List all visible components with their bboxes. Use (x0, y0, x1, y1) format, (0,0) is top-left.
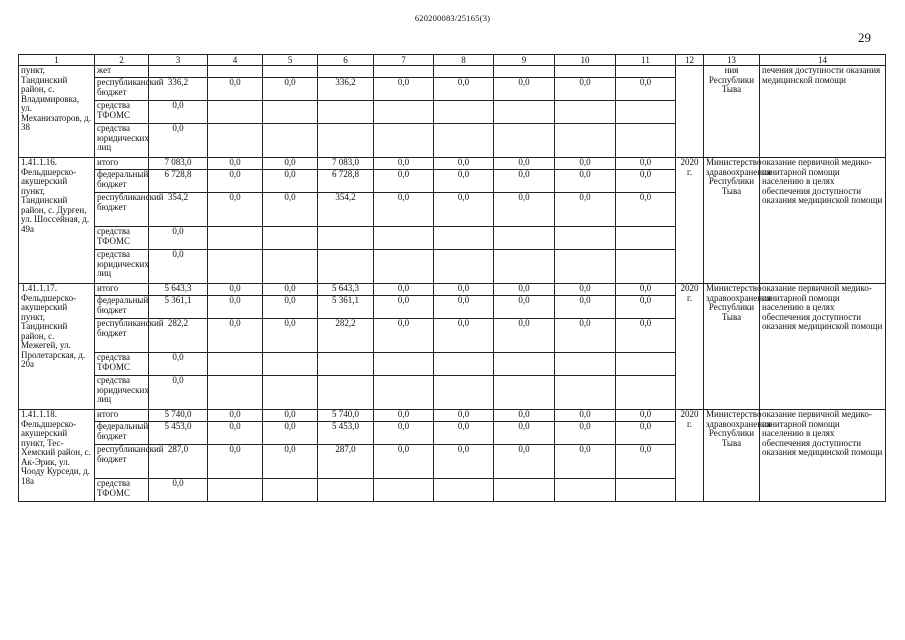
amount-cell: 0,0 (208, 422, 263, 445)
amount-cell: 0,0 (374, 170, 434, 193)
amount-cell: 0,0 (434, 319, 494, 353)
funding-source: средства юридических лиц (95, 250, 149, 284)
amount-cell: 0,0 (374, 78, 434, 101)
funding-source: республиканский бюджет (95, 445, 149, 479)
amount-cell (318, 479, 374, 502)
amount-cell: 0,0 (434, 170, 494, 193)
amount-cell: 336,2 (149, 78, 208, 101)
amount-cell: 0,0 (616, 78, 676, 101)
amount-cell: 0,0 (149, 376, 208, 410)
amount-cell: 0,0 (374, 193, 434, 227)
amount-cell: 0,0 (434, 78, 494, 101)
amount-cell (374, 250, 434, 284)
amount-cell: 0,0 (555, 410, 616, 422)
amount-cell: 0,0 (555, 422, 616, 445)
amount-cell (318, 101, 374, 124)
amount-cell: 0,0 (374, 296, 434, 319)
object-description: Фельдшерско-акушерский пункт, Тандинский район, с. Дурген, ул. Шоссейная, д. 49а (21, 166, 90, 234)
amount-cell (555, 250, 616, 284)
amount-cell: 0,0 (208, 319, 263, 353)
amount-cell: 0,0 (434, 193, 494, 227)
amount-cell: 0,0 (149, 479, 208, 502)
amount-cell (616, 124, 676, 158)
object-description: пункт, Тандинский район, с. Владимировка, ул. Механизаторов, д. 38 (21, 65, 91, 132)
amount-cell: 0,0 (374, 319, 434, 353)
amount-cell (318, 124, 374, 158)
amount-cell: 0,0 (149, 124, 208, 158)
amount-cell: 7 083,0 (149, 158, 208, 170)
amount-cell: 0,0 (208, 296, 263, 319)
amount-cell: 0,0 (263, 319, 318, 353)
amount-cell: 0,0 (149, 250, 208, 284)
column-header: 1 (19, 55, 95, 66)
amount-cell: 0,0 (434, 158, 494, 170)
amount-cell: 0,0 (494, 445, 555, 479)
amount-cell: 0,0 (616, 158, 676, 170)
amount-cell: 0,0 (374, 445, 434, 479)
funding-source: средства ТФОМС (95, 479, 149, 502)
amount-cell: 6 728,8 (318, 170, 374, 193)
amount-cell (208, 376, 263, 410)
amount-cell (318, 353, 374, 376)
amount-cell (208, 227, 263, 250)
amount-cell: 0,0 (374, 422, 434, 445)
column-header: 2 (95, 55, 149, 66)
amount-cell (555, 101, 616, 124)
amount-cell: 5 361,1 (318, 296, 374, 319)
amount-cell (208, 124, 263, 158)
amount-cell: 354,2 (149, 193, 208, 227)
amount-cell (616, 353, 676, 376)
amount-cell (616, 101, 676, 124)
amount-cell (616, 376, 676, 410)
amount-cell: 0,0 (494, 296, 555, 319)
amount-cell: 0,0 (263, 284, 318, 296)
funding-source: средства ТФОМС (95, 101, 149, 124)
column-header: 7 (374, 55, 434, 66)
amount-cell (208, 66, 263, 78)
amount-cell (374, 124, 434, 158)
amount-cell (374, 101, 434, 124)
column-header: 5 (263, 55, 318, 66)
funding-source: республиканский бюджет (95, 319, 149, 353)
amount-cell: 0,0 (208, 170, 263, 193)
amount-cell: 6 728,8 (149, 170, 208, 193)
column-header: 10 (555, 55, 616, 66)
amount-cell (374, 479, 434, 502)
amount-cell (318, 227, 374, 250)
amount-cell: 0,0 (149, 353, 208, 376)
object-cell (19, 410, 95, 502)
amount-cell (208, 101, 263, 124)
amount-cell (555, 66, 616, 78)
amount-cell (434, 250, 494, 284)
amount-cell: 0,0 (616, 422, 676, 445)
amount-cell (208, 250, 263, 284)
amount-cell (494, 376, 555, 410)
amount-cell (263, 353, 318, 376)
amount-cell: 0,0 (494, 319, 555, 353)
column-header: 14 (760, 55, 886, 66)
amount-cell (263, 376, 318, 410)
funding-source: жет (95, 66, 149, 78)
year-cell: 2020 г. (676, 284, 704, 410)
amount-cell (374, 376, 434, 410)
amount-cell: 0,0 (494, 422, 555, 445)
amount-cell (434, 66, 494, 78)
amount-cell: 0,0 (434, 410, 494, 422)
object-cell (19, 284, 95, 410)
object-cell (19, 66, 95, 158)
object-id: 1.41.1.17. (21, 283, 57, 293)
amount-cell (434, 353, 494, 376)
amount-cell (208, 353, 263, 376)
table-row (19, 284, 886, 296)
column-number-row (19, 55, 886, 66)
amount-cell: 7 083,0 (318, 158, 374, 170)
amount-cell: 0,0 (208, 193, 263, 227)
amount-cell (616, 66, 676, 78)
amount-cell: 0,0 (149, 227, 208, 250)
amount-cell: 0,0 (555, 319, 616, 353)
column-header: 9 (494, 55, 555, 66)
funding-source: федеральный бюджет (95, 170, 149, 193)
amount-cell (374, 66, 434, 78)
table-row (19, 410, 886, 422)
amount-cell (434, 101, 494, 124)
amount-cell: 5 643,3 (149, 284, 208, 296)
amount-cell: 5 453,0 (318, 422, 374, 445)
amount-cell: 0,0 (434, 422, 494, 445)
amount-cell (434, 124, 494, 158)
amount-cell: 5 740,0 (149, 410, 208, 422)
amount-cell (263, 227, 318, 250)
year-cell (676, 66, 704, 158)
amount-cell: 0,0 (616, 296, 676, 319)
amount-cell (616, 250, 676, 284)
column-header: 6 (318, 55, 374, 66)
amount-cell: 287,0 (149, 445, 208, 479)
column-header: 13 (704, 55, 760, 66)
amount-cell: 0,0 (494, 193, 555, 227)
amount-cell: 0,0 (263, 410, 318, 422)
amount-cell: 287,0 (318, 445, 374, 479)
purpose-cell: оказание первичной медико-санитарной помощи населению в целях обеспечения доступности оказания медицинской помощи (760, 158, 886, 284)
amount-cell: 0,0 (263, 158, 318, 170)
amount-cell (494, 227, 555, 250)
amount-cell (494, 479, 555, 502)
budget-table (18, 54, 886, 502)
amount-cell: 0,0 (555, 445, 616, 479)
object-description: Фельдшерско-акушерский пункт, Тес-Хемский район, с. Ак-Эрик, ул. Чооду Курседи, д. 18а (21, 418, 91, 486)
amount-cell: 0,0 (263, 445, 318, 479)
object-id: 1.41.1.18. (21, 409, 57, 419)
amount-cell: 0,0 (263, 296, 318, 319)
purpose-cell: оказание первичной медико-санитарной помощи населению в целях обеспечения доступности оказания медицинской помощи (760, 410, 886, 502)
amount-cell (263, 250, 318, 284)
funding-source: федеральный бюджет (95, 422, 149, 445)
amount-cell (494, 250, 555, 284)
object-id: 1.41.1.16. (21, 157, 57, 167)
amount-cell: 0,0 (555, 158, 616, 170)
amount-cell: 0,0 (555, 170, 616, 193)
column-header: 8 (434, 55, 494, 66)
amount-cell: 0,0 (208, 158, 263, 170)
amount-cell: 5 361,1 (149, 296, 208, 319)
amount-cell: 5 740,0 (318, 410, 374, 422)
column-header: 11 (616, 55, 676, 66)
amount-cell (555, 124, 616, 158)
amount-cell: 0,0 (208, 78, 263, 101)
amount-cell: 0,0 (434, 445, 494, 479)
amount-cell: 0,0 (149, 101, 208, 124)
amount-cell (434, 376, 494, 410)
funding-source: средства ТФОМС (95, 353, 149, 376)
amount-cell: 0,0 (434, 284, 494, 296)
amount-cell (318, 66, 374, 78)
amount-cell: 336,2 (318, 78, 374, 101)
year-cell: 2020 г. (676, 158, 704, 284)
amount-cell: 0,0 (555, 296, 616, 319)
amount-cell (555, 376, 616, 410)
amount-cell (494, 66, 555, 78)
amount-cell (374, 227, 434, 250)
funding-source: федеральный бюджет (95, 296, 149, 319)
page-number: 29 (858, 30, 871, 45)
amount-cell: 282,2 (318, 319, 374, 353)
column-header: 12 (676, 55, 704, 66)
amount-cell (318, 376, 374, 410)
document-id: 620200083/25165(3) (414, 13, 491, 23)
amount-cell: 0,0 (208, 284, 263, 296)
amount-cell: 0,0 (208, 445, 263, 479)
purpose-cell: печения доступности оказания медицинской помощи (760, 66, 886, 158)
amount-cell: 0,0 (616, 319, 676, 353)
amount-cell (434, 227, 494, 250)
table-row (19, 66, 886, 78)
amount-cell: 0,0 (263, 422, 318, 445)
purpose-cell: оказание первичной медико-санитарной помощи населению в целях обеспечения доступности оказания медицинской помощи (760, 284, 886, 410)
amount-cell: 0,0 (494, 158, 555, 170)
object-cell (19, 158, 95, 284)
amount-cell (555, 353, 616, 376)
executor-cell: ния Республики Тыва (704, 66, 760, 158)
funding-source: итого (95, 284, 149, 296)
amount-cell: 0,0 (616, 284, 676, 296)
funding-source: итого (95, 158, 149, 170)
amount-cell: 5 453,0 (149, 422, 208, 445)
funding-source: республиканский бюджет (95, 78, 149, 101)
amount-cell: 0,0 (494, 170, 555, 193)
amount-cell: 0,0 (208, 410, 263, 422)
amount-cell: 282,2 (149, 319, 208, 353)
column-header: 4 (208, 55, 263, 66)
amount-cell: 0,0 (555, 78, 616, 101)
amount-cell (616, 479, 676, 502)
amount-cell: 0,0 (494, 410, 555, 422)
amount-cell: 354,2 (318, 193, 374, 227)
amount-cell (616, 227, 676, 250)
table-row (19, 158, 886, 170)
executor-cell: Министерство здравоохранения Республики Тыва (704, 284, 760, 410)
amount-cell (149, 66, 208, 78)
amount-cell: 0,0 (263, 193, 318, 227)
amount-cell: 0,0 (263, 170, 318, 193)
amount-cell (263, 101, 318, 124)
amount-cell: 0,0 (374, 158, 434, 170)
amount-cell (263, 479, 318, 502)
amount-cell: 0,0 (555, 193, 616, 227)
amount-cell (494, 353, 555, 376)
amount-cell (263, 66, 318, 78)
object-description: Фельдшерско-акушерский пункт, Тандинский район, с. Межегей, ул. Пролетарская, д. 20а (21, 292, 86, 369)
amount-cell: 0,0 (374, 410, 434, 422)
funding-source: республиканский бюджет (95, 193, 149, 227)
amount-cell (374, 353, 434, 376)
funding-source: средства юридических лиц (95, 124, 149, 158)
funding-source: средства ТФОМС (95, 227, 149, 250)
executor-cell: Министерство здравоохранения Республики Тыва (704, 410, 760, 502)
amount-cell (318, 250, 374, 284)
amount-cell: 0,0 (555, 284, 616, 296)
year-cell: 2020 г. (676, 410, 704, 502)
amount-cell: 0,0 (434, 296, 494, 319)
amount-cell (208, 479, 263, 502)
amount-cell: 0,0 (263, 78, 318, 101)
amount-cell: 0,0 (494, 78, 555, 101)
amount-cell: 0,0 (616, 170, 676, 193)
amount-cell: 5 643,3 (318, 284, 374, 296)
amount-cell (434, 479, 494, 502)
funding-source: средства юридических лиц (95, 376, 149, 410)
amount-cell: 0,0 (616, 193, 676, 227)
executor-cell: Министерство здравоохранения Республики Тыва (704, 158, 760, 284)
column-header: 3 (149, 55, 208, 66)
amount-cell (555, 479, 616, 502)
amount-cell: 0,0 (616, 445, 676, 479)
amount-cell (555, 227, 616, 250)
amount-cell: 0,0 (374, 284, 434, 296)
amount-cell (263, 124, 318, 158)
amount-cell (494, 101, 555, 124)
funding-source: итого (95, 410, 149, 422)
amount-cell: 0,0 (616, 410, 676, 422)
amount-cell: 0,0 (494, 284, 555, 296)
amount-cell (494, 124, 555, 158)
